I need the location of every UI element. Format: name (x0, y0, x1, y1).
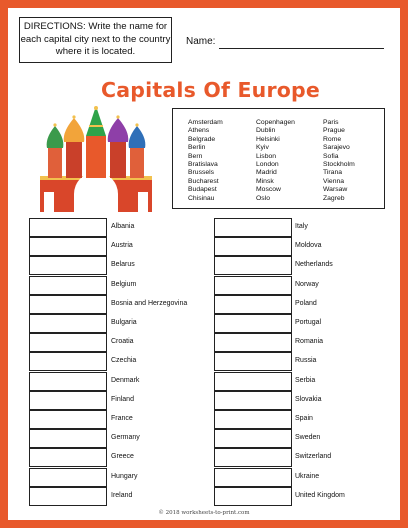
country-label: Denmark (111, 376, 140, 384)
word-bank-item: Warsaw (323, 186, 348, 194)
country-label: Bulgaria (111, 319, 137, 326)
country-label: Croatia (111, 338, 134, 346)
country-label: France (111, 415, 133, 422)
country-label: Slovakia (295, 395, 322, 403)
capital-answer-box[interactable] (29, 391, 107, 410)
directions-text: DIRECTIONS: Write the name for each capital city next to the country where it is located. (20, 21, 171, 57)
word-bank-item: Helsinki (256, 135, 280, 143)
capital-answer-box[interactable] (29, 256, 107, 275)
country-label: Germany (111, 434, 140, 442)
word-bank-item: Kyiv (256, 144, 269, 152)
country-label: Czechia (111, 357, 137, 365)
country-label: Belarus (111, 261, 135, 269)
capital-answer-box[interactable] (214, 372, 292, 391)
word-bank-item: Sofia (323, 152, 339, 160)
capital-answer-box[interactable] (214, 468, 292, 487)
country-label: Belgium (111, 280, 137, 288)
capital-answer-box[interactable] (29, 372, 107, 391)
capital-answer-box[interactable] (29, 314, 107, 333)
country-label: Norway (295, 280, 319, 288)
capital-answer-box[interactable] (29, 448, 107, 467)
country-label: Sweden (295, 434, 321, 442)
name-field[interactable] (219, 48, 384, 49)
capital-answer-box[interactable] (29, 276, 107, 295)
capital-answer-box[interactable] (29, 237, 107, 256)
capital-answer-box[interactable] (214, 256, 292, 275)
word-bank-item: Prague (323, 127, 345, 135)
country-label: Serbia (295, 376, 316, 384)
word-bank-item: Copenhagen (256, 119, 295, 126)
word-bank-item: Vienna (323, 177, 345, 185)
capital-answer-box[interactable] (214, 314, 292, 333)
word-bank-column (188, 119, 223, 203)
word-bank-item: Berlin (188, 144, 206, 152)
worksheet-page (8, 8, 400, 520)
capital-answer-box[interactable] (214, 276, 292, 295)
word-bank-item: Oslo (256, 194, 270, 202)
capital-answer-box[interactable] (214, 429, 292, 448)
word-bank-item: Madrid (256, 169, 277, 177)
capital-answer-box[interactable] (214, 448, 292, 467)
word-bank (172, 108, 385, 209)
country-label: United Kingdom (295, 491, 345, 499)
capital-answer-box[interactable] (214, 237, 292, 256)
word-bank-item: London (256, 161, 279, 169)
country-label: Albania (111, 223, 135, 230)
country-label: Italy (295, 223, 308, 230)
word-bank-item: Bern (188, 152, 203, 160)
word-bank-item: Chisinau (188, 194, 215, 202)
capital-answer-box[interactable] (29, 295, 107, 314)
country-label: Russia (295, 357, 317, 365)
word-bank-item: Paris (323, 119, 339, 126)
capital-answer-box[interactable] (29, 468, 107, 487)
country-label: Moldova (295, 242, 322, 250)
word-bank-column (323, 119, 355, 203)
word-bank-item: Minsk (256, 177, 274, 185)
country-label: Greece (111, 453, 134, 461)
copyright-footer: © 2018 worksheets-to-print.com (158, 510, 250, 516)
word-bank-item: Athens (188, 127, 210, 135)
country-label: Austria (111, 242, 133, 250)
capital-answer-box[interactable] (214, 391, 292, 410)
word-bank-item: Lisbon (256, 152, 277, 160)
word-bank-item: Stockholm (323, 161, 355, 169)
country-label: Portugal (295, 319, 322, 326)
word-bank-item: Bratislava (188, 161, 218, 169)
country-label: Finland (111, 395, 134, 403)
word-bank-item: Moscow (256, 186, 281, 194)
country-label: Bosnia and Herzegovina (111, 299, 188, 307)
capital-answer-box[interactable] (214, 218, 292, 237)
name-label: Name: (186, 36, 216, 47)
capital-answer-box[interactable] (29, 487, 107, 506)
cathedral-illustration (34, 106, 158, 214)
country-label: Hungary (111, 472, 138, 480)
capital-answer-box[interactable] (29, 429, 107, 448)
country-label: Spain (295, 415, 313, 422)
capital-answer-box[interactable] (29, 218, 107, 237)
word-bank-item: Belgrade (188, 135, 216, 143)
word-bank-item: Zagreb (323, 194, 345, 202)
directions-box (19, 17, 172, 63)
page-title: Capitals Of Europe (100, 78, 321, 102)
word-bank-item: Rome (323, 135, 342, 143)
country-label: Ukraine (295, 472, 320, 480)
country-label: Ireland (111, 491, 133, 499)
word-bank-item: Sarajevo (323, 144, 350, 152)
country-label: Switzerland (295, 453, 332, 461)
word-bank-item: Brussels (188, 169, 215, 177)
word-bank-item: Tirana (323, 169, 343, 177)
capital-answer-box[interactable] (214, 487, 292, 506)
capital-answer-box[interactable] (214, 333, 292, 352)
capital-answer-box[interactable] (29, 333, 107, 352)
word-bank-item: Amsterdam (188, 119, 223, 126)
country-label: Romania (295, 338, 324, 346)
country-label: Netherlands (295, 261, 333, 269)
word-bank-item: Budapest (188, 186, 217, 194)
capital-answer-box[interactable] (29, 410, 107, 429)
capital-answer-box[interactable] (29, 352, 107, 371)
word-bank-item: Dublin (256, 127, 276, 135)
country-label: Poland (295, 299, 317, 307)
capital-answer-box[interactable] (214, 295, 292, 314)
capital-answer-box[interactable] (214, 410, 292, 429)
capital-answer-box[interactable] (214, 352, 292, 371)
word-bank-item: Bucharest (188, 177, 219, 185)
word-bank-column (256, 119, 295, 203)
